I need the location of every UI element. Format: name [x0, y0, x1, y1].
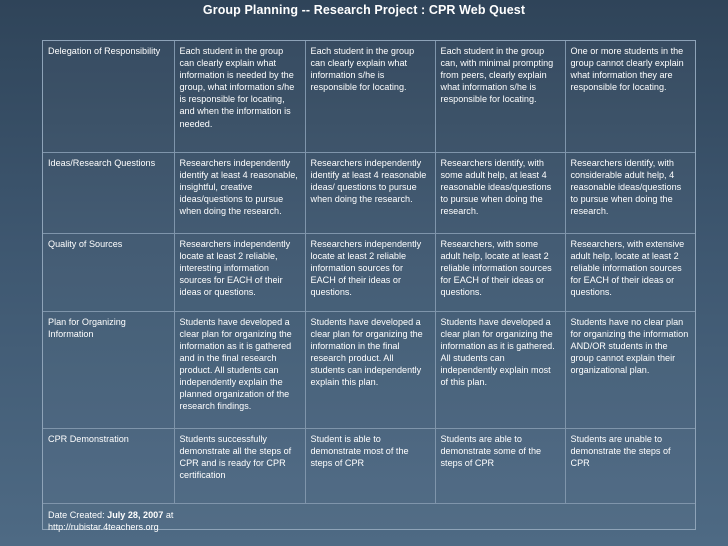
table-row — [43, 311, 695, 428]
table-cell: Each student in the group can clearly explain what information s/he is responsible for locating. — [305, 41, 435, 152]
footer-cell — [43, 503, 695, 538]
table-cell: One or more students in the group cannot clearly explain what information they are responsible for locating. — [565, 41, 695, 152]
table-row — [43, 152, 695, 233]
date-created-label: Date Created: — [48, 509, 105, 520]
row-category: CPR Demonstration — [43, 428, 174, 503]
table-row — [43, 41, 695, 152]
table-cell: Each student in the group can clearly explain what information is needed by the group, what information s/he is responsible for locating, and when the information is needed. — [174, 41, 305, 152]
table-cell: Researchers independently locate at least 2 reliable, interesting information sources for EACH of their ideas or questions. — [174, 233, 305, 311]
table-row — [43, 233, 695, 311]
table-cell: Researchers independently identify at least 4 reasonable ideas/ questions to pursue when doing the research. — [305, 152, 435, 233]
row-category: Delegation of Responsibility — [43, 41, 174, 152]
table-cell: Students have developed a clear plan for organizing the information as it is gathered. All students can independently explain most of this plan. — [435, 311, 565, 428]
table-cell: Students have developed a clear plan for organizing the information in the final research product. All students can independently explain this plan. — [305, 311, 435, 428]
table-cell: Researchers, with extensive adult help, locate at least 2 reliable information sources for EACH of their ideas or questions. — [565, 233, 695, 311]
table-cell: Students are unable to demonstrate the steps of CPR — [565, 428, 695, 503]
table-cell: Students have developed a clear plan for organizing the information as it is gathered and in the final research product. All students can independently explain the planned organization of the research findings. — [174, 311, 305, 428]
table-cell: Researchers independently identify at least 4 reasonable, insightful, creative ideas/questions to pursue when doing the research. — [174, 152, 305, 233]
table-cell: Students successfully demonstrate all the steps of CPR and is ready for CPR certification — [174, 428, 305, 503]
footer-row — [43, 503, 695, 538]
footer-at: at — [165, 509, 174, 520]
page-title: Group Planning -- Research Project : CPR Web Quest — [202, 3, 526, 17]
table-row — [43, 428, 695, 503]
rubric-table — [43, 41, 695, 538]
table-cell: Student is able to demonstrate most of the steps of CPR — [305, 428, 435, 503]
row-category: Quality of Sources — [43, 233, 174, 311]
source-link[interactable]: http://rubistar.4teachers.org — [48, 521, 159, 532]
row-category: Ideas/Research Questions — [43, 152, 174, 233]
table-cell: Each student in the group can, with minimal prompting from peers, clearly explain what information s/he is responsible for locating. — [435, 41, 565, 152]
date-created-value: July 28, 2007 — [107, 509, 164, 520]
table-cell: Students are able to demonstrate some of the steps of CPR — [435, 428, 565, 503]
row-category: Plan for Organizing Information — [43, 311, 174, 428]
rubric-table-frame — [42, 40, 696, 530]
table-cell: Students have no clear plan for organizing the information AND/OR students in the group cannot explain their organizational plan. — [565, 311, 695, 428]
table-cell: Researchers, with some adult help, locate at least 2 reliable information sources for EACH of their ideas or questions. — [435, 233, 565, 311]
table-cell: Researchers identify, with considerable adult help, 4 reasonable ideas/questions to pursue when doing the research. — [565, 152, 695, 233]
table-cell: Researchers independently locate at least 2 reliable information sources for EACH of their ideas or questions. — [305, 233, 435, 311]
table-cell: Researchers identify, with some adult help, at least 4 reasonable ideas/questions to pursue when doing the research. — [435, 152, 565, 233]
